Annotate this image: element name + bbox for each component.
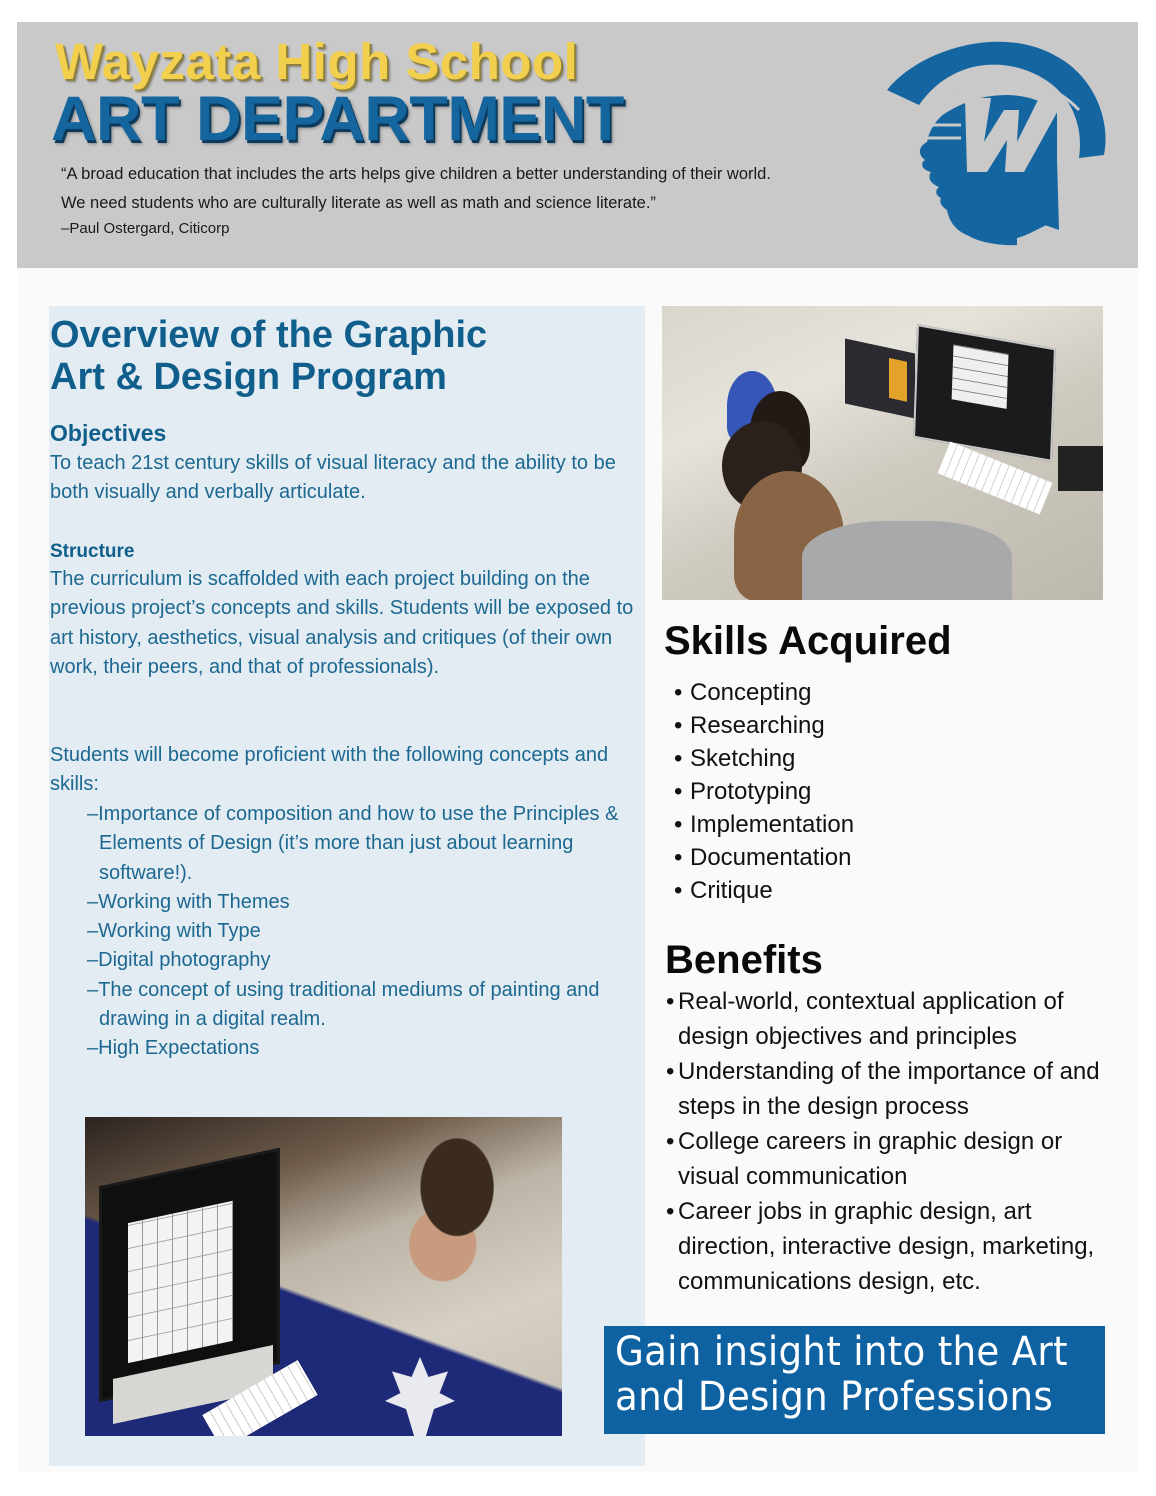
skill-item: • Critique [674, 874, 854, 907]
structure-heading: Structure [50, 541, 135, 562]
skill-item: • Prototyping [674, 775, 854, 808]
cta-banner [604, 1326, 1105, 1434]
students-classroom-photo [662, 306, 1103, 600]
imac-screen-image [845, 339, 915, 419]
skills-heading: Skills Acquired [664, 619, 952, 663]
tablet-image [1058, 446, 1103, 491]
benefit-item: • College careers in graphic design or visual communication [664, 1124, 1114, 1194]
department-title: ART DEPARTMENT [51, 84, 624, 154]
cta-line: and Design Professions [615, 1374, 1054, 1420]
benefit-item: • Real-world, contextual application of design objectives and principles [664, 984, 1114, 1054]
concept-item: –Digital photography [87, 949, 271, 972]
objectives-text: To teach 21st century skills of visual literacy and the ability to be both visually and verbally articulate. [50, 452, 616, 504]
skills-list [674, 676, 854, 907]
bullet-icon: • [674, 778, 683, 805]
bullet-icon: • [666, 1198, 675, 1225]
concept-item: –Working with Themes [87, 890, 290, 913]
skill-item: • Concepting [674, 676, 854, 709]
skill-item: • Documentation [674, 841, 854, 874]
proficiency-intro: Students will become proficient with the following concepts and skills: [50, 744, 609, 796]
school-name: Wayzata High School [55, 33, 579, 90]
bullet-icon: • [666, 1128, 675, 1155]
overview-title [50, 314, 640, 398]
imac-screen-image [913, 324, 1056, 462]
concept-item: –The concept of using traditional mediums of painting and drawing in a digital realm. [87, 978, 600, 1031]
concept-item: –High Expectations [87, 1037, 260, 1060]
maple-leaf-icon [385, 1357, 455, 1436]
bullet-icon: • [674, 844, 683, 871]
bullet-icon: • [666, 988, 675, 1015]
benefit-item: • Understanding of the importance of and steps in the design process [664, 1054, 1114, 1124]
concepts-list [87, 800, 637, 1064]
skill-item: • Researching [674, 709, 854, 742]
bullet-icon: • [674, 679, 683, 706]
cta-line: Gain insight into the Art [615, 1329, 1068, 1375]
program-overview-panel [49, 306, 645, 1466]
bullet-icon: • [674, 811, 683, 838]
concept-item: –Importance of composition and how to use the Principles & Elements of Design (it’s more than just about learning software!). [87, 803, 619, 884]
objectives-heading: Objectives [50, 420, 167, 446]
concept-item: –Working with Type [87, 920, 261, 943]
skill-item: • Sketching [674, 742, 854, 775]
bullet-icon: • [674, 712, 683, 739]
quote-line: We need students who are culturally literate as well as math and science literate.” [61, 194, 656, 212]
student-drawing-photo [85, 1117, 562, 1436]
student-figure [802, 521, 1012, 600]
bullet-icon: • [666, 1058, 675, 1085]
benefit-item: • Career jobs in graphic design, art direction, interactive design, marketing, communications design, etc. [664, 1194, 1114, 1299]
trojan-helmet-logo-icon [879, 30, 1109, 260]
skill-item: • Implementation [674, 808, 854, 841]
overview-title-line: Art & Design Program [50, 356, 447, 398]
structure-text: The curriculum is scaffolded with each project building on the previous project’s concepts and skills. Students will be exposed to art history, aesthetics, visual analysis and critiques (of their own work, their peers, and that of professionals). [50, 568, 634, 678]
bullet-icon: • [674, 877, 683, 904]
overview-title-line: Overview of the Graphic [50, 314, 488, 356]
benefits-heading: Benefits [665, 938, 823, 982]
bullet-icon: • [674, 745, 683, 772]
quote-attribution: –Paul Ostergard, Citicorp [61, 220, 230, 237]
header-quote [61, 160, 881, 240]
drawing-canvas-image [952, 345, 1009, 409]
benefits-list [664, 984, 1114, 1299]
quote-line: “A broad education that includes the arts helps give children a better understanding of their world. [61, 165, 771, 183]
drawing-canvas-image [128, 1201, 233, 1363]
header-banner [17, 22, 1138, 268]
